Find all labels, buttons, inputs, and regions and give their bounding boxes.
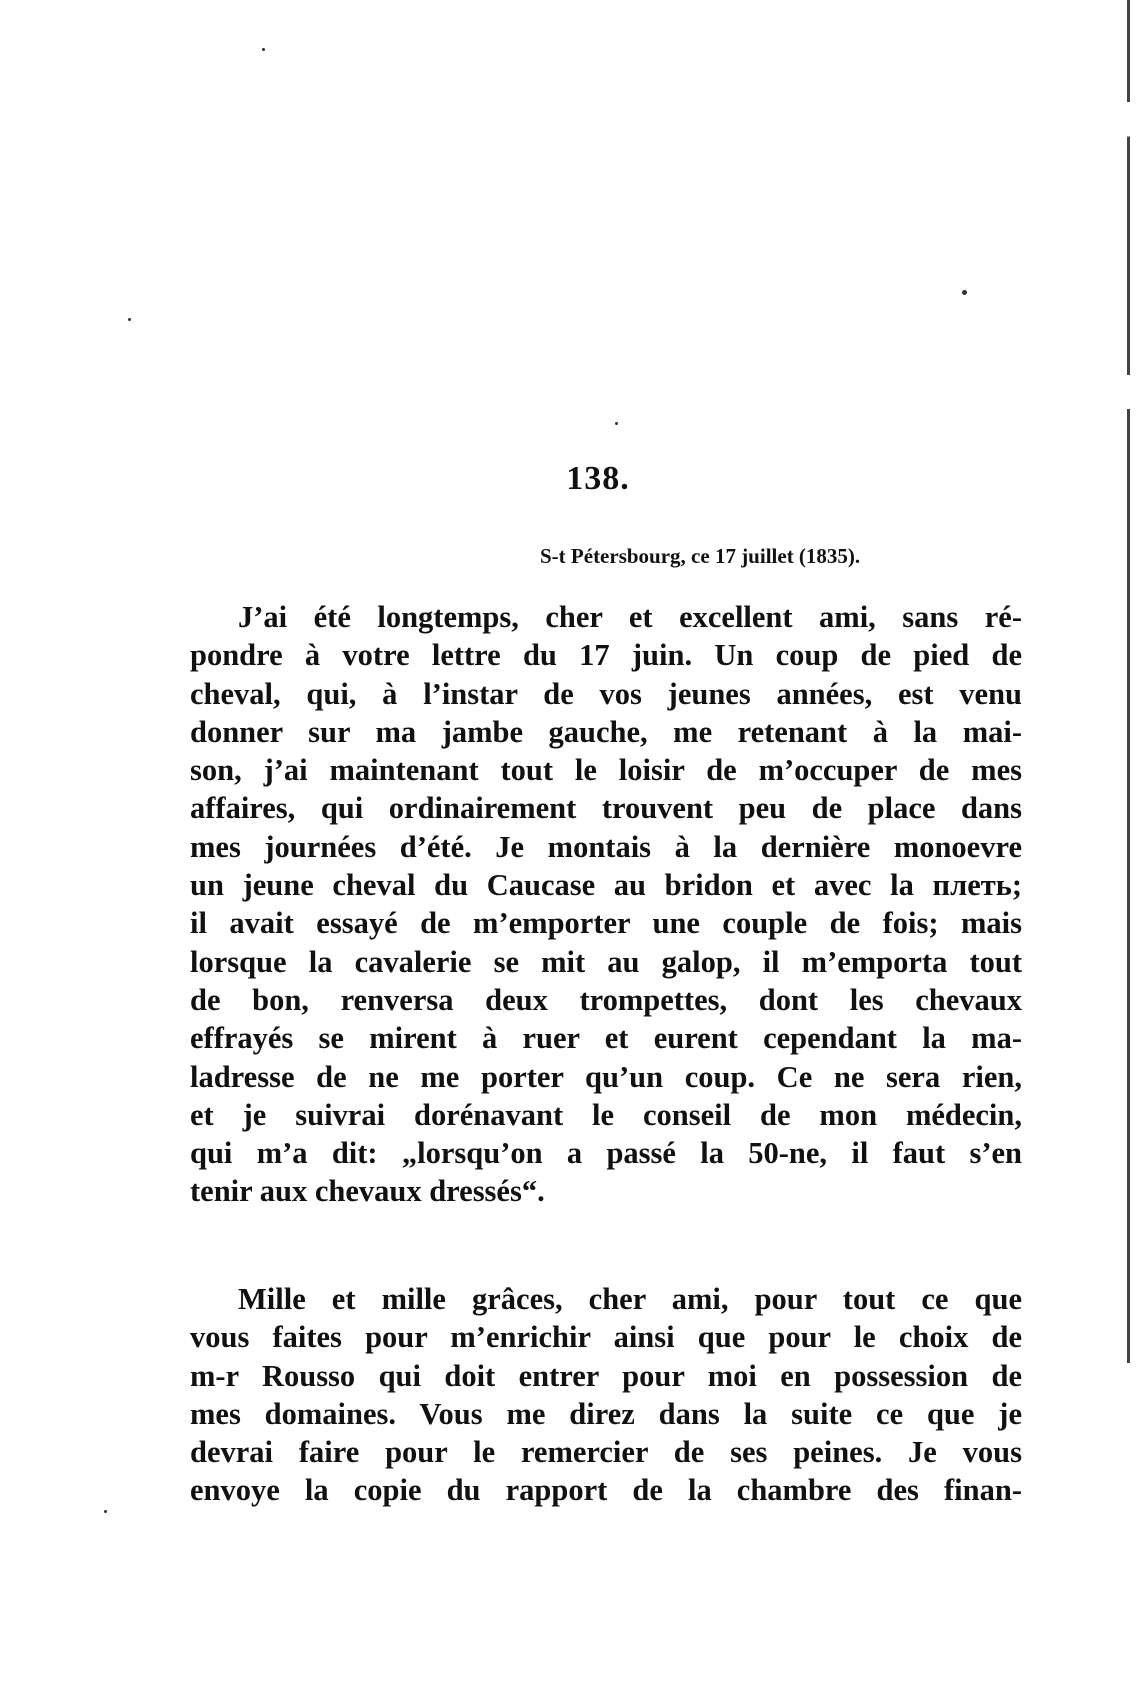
paragraph-2 — [190, 1280, 1022, 1510]
text-line: ladresse de ne me porter qu’un coup. Ce ne sera rien, — [190, 1059, 1022, 1094]
text-line: envoye la copie du rapport de la chambre des finan- — [190, 1473, 1022, 1508]
text-line: tenir aux chevaux dressés“. — [190, 1174, 545, 1209]
text-line: affaires, qui ordinairement trouvent peu de place dans — [190, 791, 1022, 826]
text-line: il avait essayé de m’emporter une couple de fois; mais — [190, 906, 1022, 941]
text-line: donner sur ma jambe gauche, me retenant à la mai- — [190, 714, 1022, 749]
text-line: cheval, qui, à l’instar de vos jeunes années, est venu — [190, 676, 1022, 711]
print-speck — [615, 422, 618, 425]
text-line: lorsque la cavalerie se mit au galop, il m’emporta tout — [190, 944, 1022, 979]
print-speck — [962, 290, 967, 295]
text-line: pondre à votre lettre du 17 juin. Un coup de pied de — [190, 638, 1022, 673]
page-edge-shadow — [1127, 0, 1130, 1704]
text-line: mes journées d’été. Je montais à la dernière monoevre — [190, 829, 1022, 864]
print-speck — [104, 1510, 107, 1513]
text-line: vous faites pour m’enrichir ainsi que pour le choix de — [190, 1320, 1022, 1355]
print-speck — [128, 318, 131, 321]
text-line: un jeune cheval du Caucase au bridon et avec la плеть; — [190, 868, 1022, 903]
print-speck — [262, 48, 265, 51]
letter-dateline: S-t Pétersbourg, ce 17 juillet (1835). — [540, 544, 861, 568]
text-line: m-r Rousso qui doit entrer pour moi en possession de — [190, 1358, 1022, 1393]
text-line: Mille et mille grâces, cher ami, pour tout ce que — [238, 1282, 1022, 1316]
text-line: et je suivrai dorénavant le conseil de mon médecin, — [190, 1097, 1022, 1132]
text-line: de bon, renversa deux trompettes, dont les chevaux — [190, 982, 1022, 1017]
letter-number: 138. — [566, 460, 630, 497]
text-line: mes domaines. Vous me direz dans la suite ce que je — [190, 1396, 1022, 1431]
text-line: qui m’a dit: „lorsqu’on a passé la 50-ne, il faut s’en — [190, 1136, 1022, 1171]
text-line: devrai faire pour le remercier de ses peines. Je vous — [190, 1435, 1022, 1470]
text-line: J’ai été longtemps, cher et excellent ami, sans ré- — [238, 600, 1022, 634]
paragraph-1 — [190, 598, 1022, 1211]
text-line: effrayés se mirent à ruer et eurent cependant la ma- — [190, 1021, 1022, 1056]
text-line: son, j’ai maintenant tout le loisir de m’occuper de mes — [190, 753, 1022, 788]
